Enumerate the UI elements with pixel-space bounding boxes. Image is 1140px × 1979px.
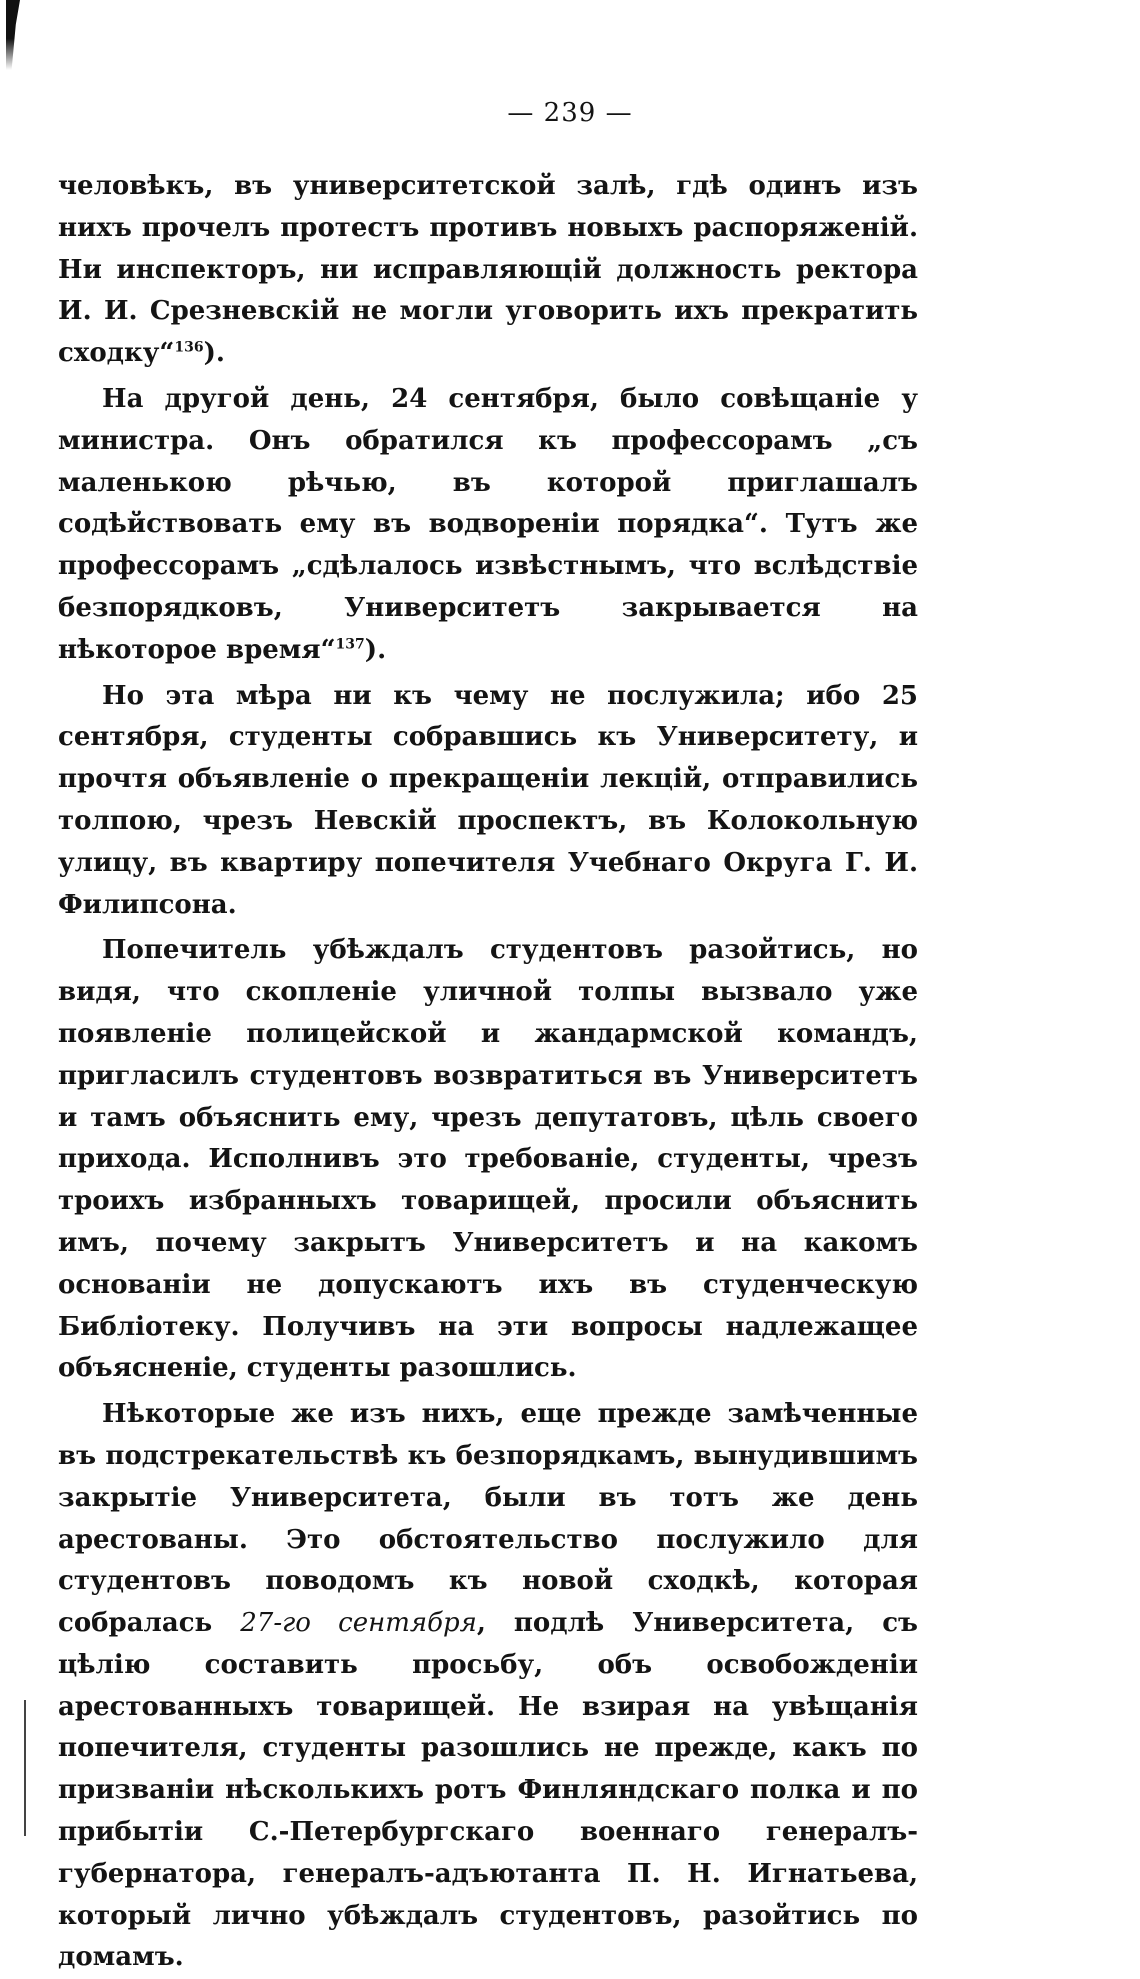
body-text	[58, 166, 918, 1979]
paragraph-text: человѣкъ, въ университетской залѣ, гдѣ одинъ изъ нихъ прочелъ протестъ противъ новыхъ распоряженій. Ни инспекторъ, ни исправляющій должность ректора И. И. Срезневскій не могли уговорить ихъ прекратить сходку“	[58, 171, 918, 369]
paragraph-text: , подлѣ Университета, съ цѣлію составить просьбу, объ освобожденіи арестованныхъ товарищей. Не взирая на увѣщанія попечителя, студенты разошлись не прежде, какъ по призваніи нѣсколькихъ ротъ Финляндскаго полка и по прибытіи С.-Петербургскаго военнаго генералъ-губернатора, генералъ-адъютанта П. Н. Игнатьева, который лично убѣждалъ студентовъ, разойтись по домамъ.	[58, 1608, 918, 1973]
footnote-ref: 136	[174, 339, 204, 356]
paragraph-text: ).	[203, 338, 225, 369]
footnote-ref: 137	[335, 636, 365, 653]
paragraph-text: Нѣкоторые же изъ нихъ, еще прежде замѣченные въ подстрекательствѣ къ безпорядкамъ, вынудившимъ закрытіе Университета, были въ тотъ же день арестованы. Это обстоятельство послужило для студентовъ поводомъ къ новой сходкѣ, которая собралась	[58, 1399, 918, 1639]
scan-edge-line	[24, 1700, 26, 1836]
paragraph-text: ).	[364, 634, 387, 665]
paragraph-4	[58, 930, 918, 1390]
paragraph-text: Но эта мѣра ни къ чему не послужила; ибо 25 сентября, студенты собравшись къ Университету, и прочтя объявленіе о прекращеніи лекцій, отправились толпою, чрезъ Невскій проспектъ, въ Колокольную улицу, въ квартиру попечителя Учебнаго Округа Г. И. Филипсона.	[58, 680, 918, 920]
paragraph-text: Попечитель убѣждалъ студентовъ разойтись, но видя, что скопленіе уличной толпы вызвало уже появленіе полицейской и жандармской командъ, пригласилъ студентовъ возвратиться въ Университетъ и тамъ объяснить ему, чрезъ депутатовъ, цѣль своего прихода. Исполнивъ это требованіе, студенты, чрезъ троихъ избранныхъ товарищей, просили объяснить имъ, почему закрытъ Университетъ и на какомъ основаніи не допускаютъ ихъ въ студенческую Библіотеку. Получивъ на эти вопросы надлежащее объясненіе, студенты разошлись.	[58, 935, 918, 1384]
italic-date: 27-го сентября	[240, 1608, 477, 1639]
paragraph-3	[58, 676, 918, 927]
paragraph-text: На другой день, 24 сентября, было совѣщаніе у министра. Онъ обратился къ профессорамъ „съ маленькою рѣчью, въ которой приглашалъ содѣйствовать ему въ водвореніи порядка“. Тутъ же профессорамъ „сдѣлалось извѣстнымъ, что вслѣдствіе безпорядковъ, Университетъ закрывается на нѣкоторое время“	[58, 383, 918, 665]
paragraph-5	[58, 1394, 918, 1979]
paragraph-2	[58, 379, 918, 672]
page-number: — 239 —	[507, 98, 633, 128]
paragraph-1	[58, 166, 918, 375]
scan-edge-mark	[6, 0, 20, 70]
